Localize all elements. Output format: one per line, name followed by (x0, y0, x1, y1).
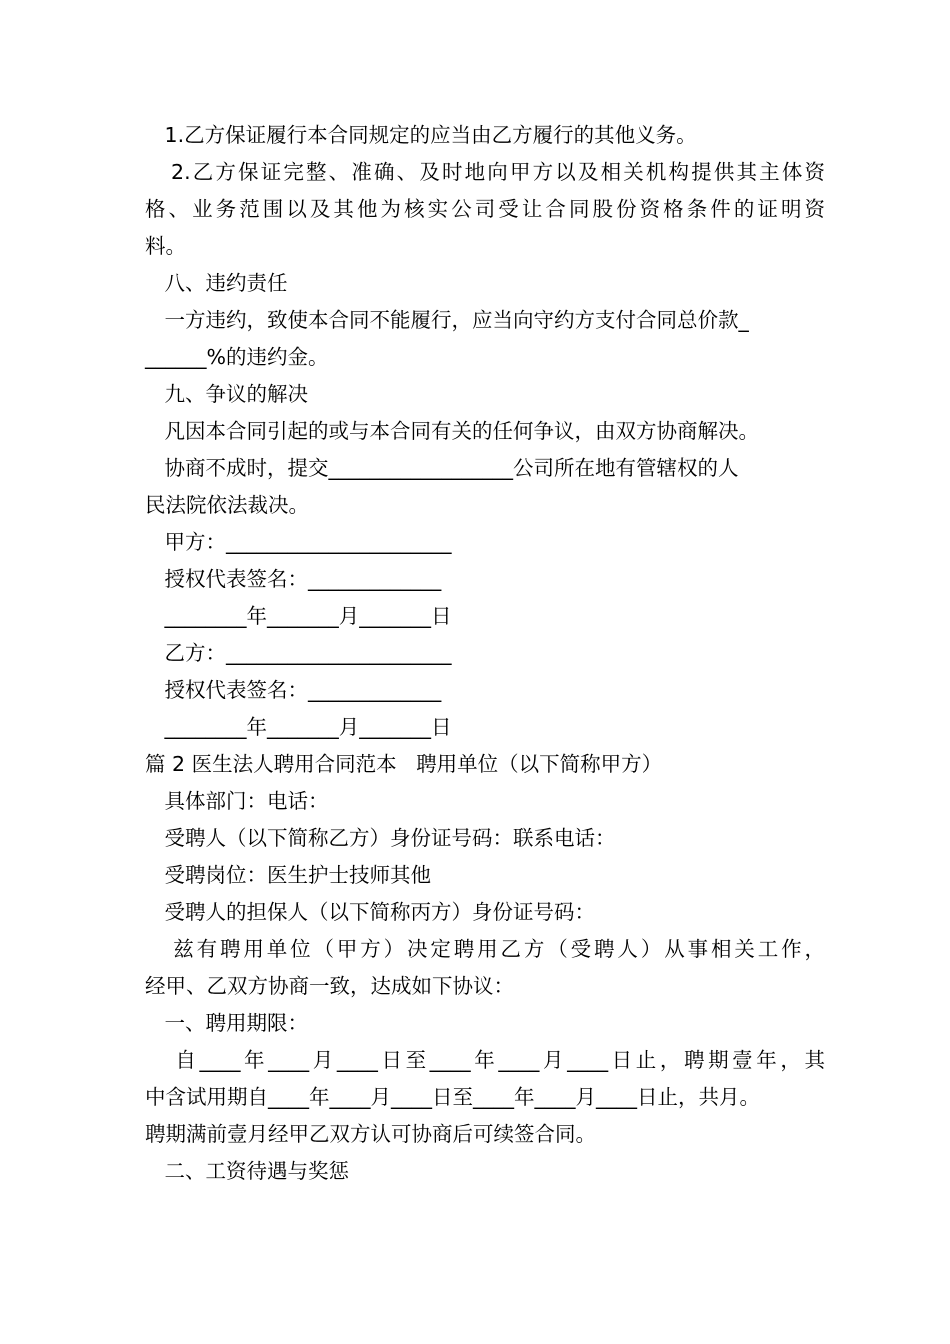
signature-line: 甲方：______________________ (145, 530, 452, 554)
text-line: 凡因本合同引起的或与本合同有关的任何争议，由双方协商解决。 (145, 419, 760, 443)
section-heading: 八、违约责任 (145, 271, 288, 295)
text-line: 一方违约，致使本合同不能履行，应当向守约方支付合同总价款_ (145, 308, 749, 332)
signature-line: 授权代表签名：_____________ (145, 567, 442, 591)
text-line: ______%的违约金。 (145, 345, 329, 369)
date-line: ________年_______月_______日 (145, 604, 452, 628)
contract-title: 篇 2 医生法人聘用合同范本 聘用单位（以下简称甲方） (145, 752, 663, 776)
text-line: 经甲、乙双方协商一致，达成如下协议： (145, 974, 514, 998)
section-heading: 九、争议的解决 (145, 382, 309, 406)
signature-line: 乙方：______________________ (145, 641, 452, 665)
text-line: 民法院依法裁决。 (145, 493, 309, 517)
section-heading: 一、聘用期限： (145, 1011, 309, 1035)
text-line: 中含试用期自____年____月____日至____年____月____日止，共月。 (145, 1085, 760, 1109)
text-line: 兹有聘用单位（甲方）决定聘用乙方（受聘人）从事相关工作， (145, 937, 825, 961)
text-line: 1.乙方保证履行本合同规定的应当由乙方履行的其他义务。 (145, 123, 697, 147)
text-line: 具体部门：电话： (145, 789, 329, 813)
text-line: 料。 (145, 234, 186, 258)
text-line: 受聘岗位：医生护士技师其他 (145, 863, 432, 887)
date-line: ________年_______月_______日 (145, 715, 452, 739)
text-line: 2.乙方保证完整、准确、及时地向甲方以及相关机构提供其主体资 (145, 160, 825, 184)
signature-line: 授权代表签名：_____________ (145, 678, 442, 702)
text-line: 格、业务范围以及其他为核实公司受让合同股份资格条件的证明资 (145, 197, 825, 221)
text-line: 协商不成时，提交__________________公司所在地有管辖权的人 (145, 456, 739, 480)
text-line: 自____年____月____日至____年____月____日止，聘期壹年，其 (145, 1048, 825, 1072)
text-line: 受聘人的担保人（以下简称丙方）身份证号码： (145, 900, 596, 924)
text-line: 受聘人（以下简称乙方）身份证号码：联系电话： (145, 826, 616, 850)
text-line: 聘期满前壹月经甲乙双方认可协商后可续签合同。 (145, 1122, 596, 1146)
section-heading: 二、工资待遇与奖惩 (145, 1159, 350, 1183)
